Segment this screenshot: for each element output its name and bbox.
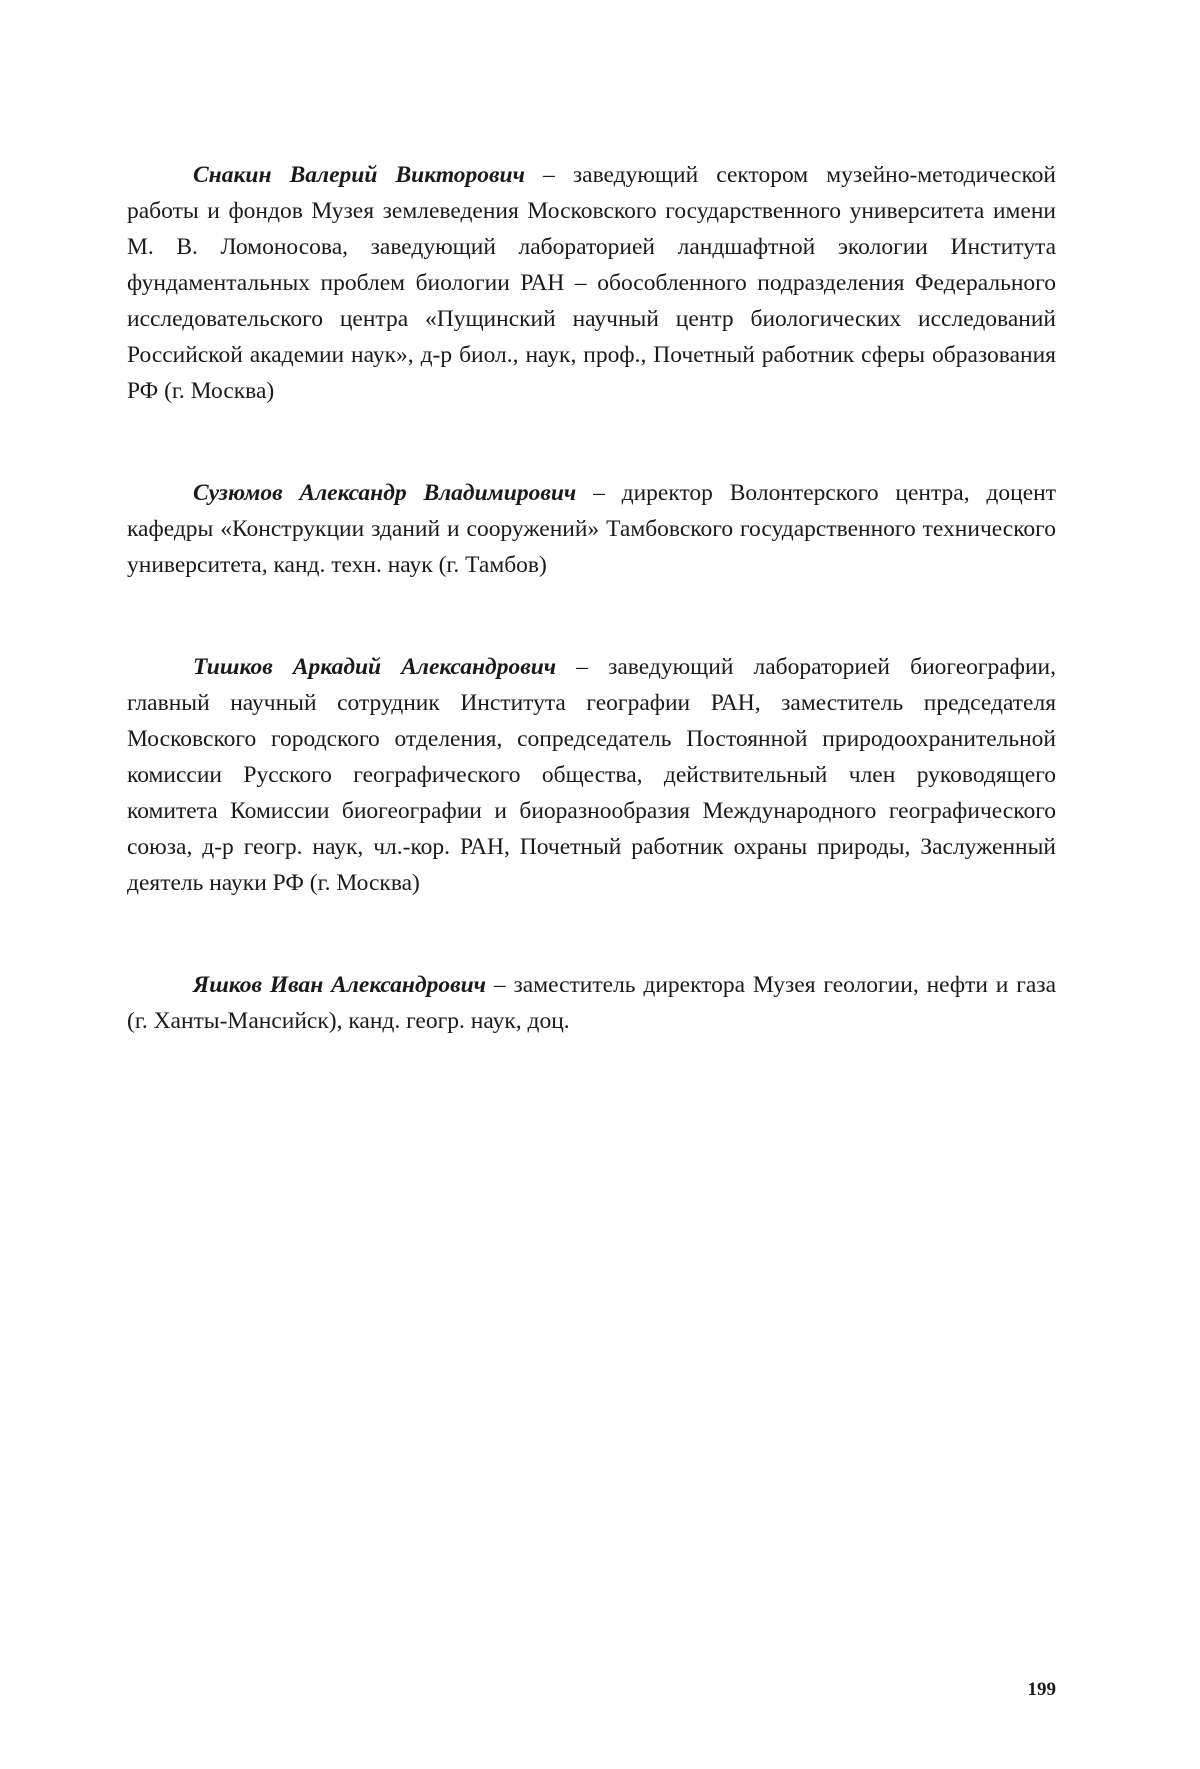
page-number: 199 [1027,1679,1056,1700]
author-entries [127,157,1056,1105]
author-name: Тишков Аркадий Александрович [193,654,557,680]
author-name: Яшков Иван Александрович [193,972,487,998]
author-name: Сузюмов Александр Владимирович [193,480,577,506]
author-description: – директор Волонтерского центра, доцент кафедры «Конструкции зданий и сооружений» Тамбовского государственного технического университета, канд. техн. наук (г. Тамбов) [127,480,1056,578]
author-name: Снакин Валерий Викторович [193,162,525,188]
author-entry-snakin [127,157,1056,409]
author-entry-suzyumov [127,475,1056,583]
author-description: – заведующий сектором музейно-методической работы и фондов Музея землеведения Московского государственного университета имени М. В. Ломоносова, заведующий лабораторией ландшафтной экологии Института фундаментальных проблем биологии РАН – обособленного подразделения Федерального исследовательского центра «Пущинский научный центр биологических исследований Российской академии наук», д-р биол., наук, проф., Почетный работник сферы образования РФ (г. Москва) [127,162,1056,404]
author-entry-tishkov [127,649,1056,901]
author-description: – заведующий лабораторией биогеографии, главный научный сотрудник Института географии РАН, заместитель председателя Московского городского отделения, сопредседатель Постоянной природоохранительной комиссии Русского географического общества, действительный член руководящего комитета Комиссии биогеографии и биоразнообразия Международного географического союза, д-р геогр. наук, чл.-кор. РАН, Почетный работник охраны природы, Заслуженный деятель науки РФ (г. Москва) [127,654,1056,896]
author-description: – заместитель директора Музея геологии, нефти и газа (г. Ханты-Мансийск), канд. геогр. наук, доц. [127,972,1057,1034]
author-entry-yashkov [127,967,1056,1039]
